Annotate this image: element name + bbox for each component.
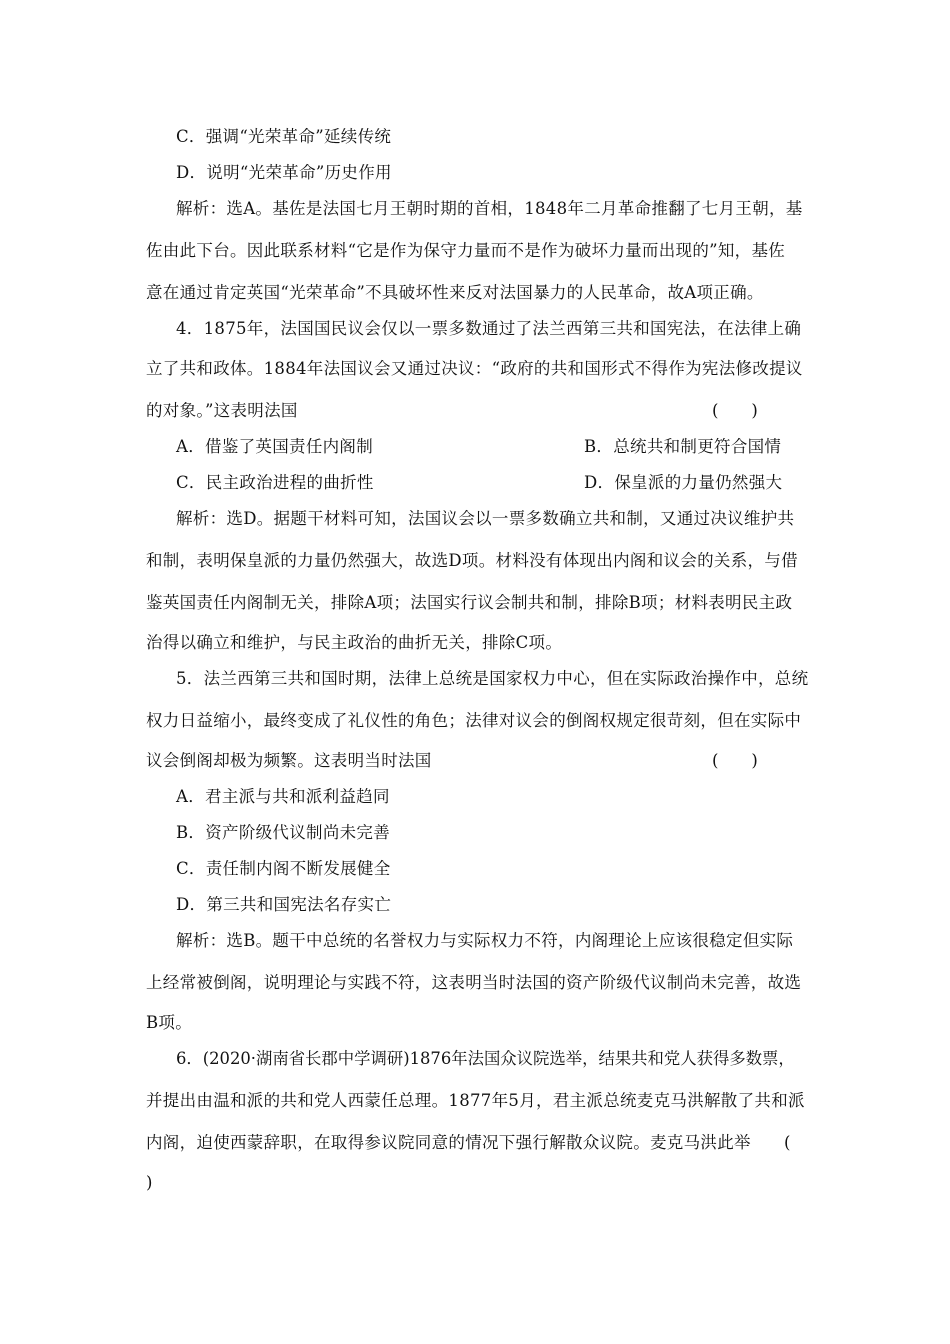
q3-analysis-line: 佐由此下台。因此联系材料“它是作为保守力量而不是作为破坏力量而出现的”知，基佐 [146,241,786,260]
q4-analysis-line: 治得以确立和维护，与民主政治的曲折无关，排除C项。 [146,633,563,652]
q4-option-b: B．总统共和制更符合国情 [584,437,782,456]
q3-analysis-line: 解析：选A。基佐是法国七月王朝时期的首相，1848年二月革命推翻了七月王朝，基 [176,199,803,218]
q4-stem-line: 立了共和政体。1884年法国议会又通过决议：“政府的共和国形式不得作为宪法修改提议 [146,359,803,378]
q6-answer-paren-close: ) [146,1173,153,1192]
q5-analysis-line: 解析：选B。题干中总统的名誉权力与实际权力不符，内阁理论上应该很稳定但实际 [176,931,794,950]
q4-stem-line: 的对象。”这表明法国 [146,401,298,420]
q4-option-d: D．保皇派的力量仍然强大 [584,473,783,492]
q5-option-b: B．资产阶级代议制尚未完善 [176,823,391,842]
q5-answer-paren: ( ) [712,751,758,770]
q3-option-c: C．强调“光荣革命”延续传统 [176,127,392,146]
q4-option-c: C．民主政治进程的曲折性 [176,473,374,492]
q5-stem-line: 议会倒阁却极为频繁。这表明当时法国 [146,751,432,770]
q6-stem-line: 6．(2020·湖南省长郡中学调研)1876年法国众议院选举，结果共和党人获得多数票， [176,1049,795,1068]
q4-analysis-line: 解析：选D。据题干材料可知，法国议会以一票多数确立共和制，又通过决议维护共 [176,509,795,528]
q6-answer-paren-open: ( [784,1133,791,1152]
q4-answer-paren: ( ) [712,401,758,420]
q5-analysis-line: 上经常被倒阁，说明理论与实践不符，这表明当时法国的资产阶级代议制尚未完善，故选 [146,973,802,992]
q5-option-a: A．君主派与共和派利益趋同 [176,787,390,806]
q6-stem-line: 内阁，迫使西蒙辞职，在取得参议院同意的情况下强行解散众议院。麦克马洪此举 [146,1133,751,1152]
q4-analysis-line: 和制，表明保皇派的力量仍然强大，故选D项。材料没有体现出内阁和议会的关系，与借 [146,551,798,570]
q5-option-d: D．第三共和国宪法名存实亡 [176,895,392,914]
q5-analysis-line: B项。 [146,1013,193,1032]
q5-option-c: C．责任制内阁不断发展健全 [176,859,391,878]
q4-option-a: A．借鉴了英国责任内阁制 [176,437,374,456]
q4-stem-line: 4．1875年，法国国民议会仅以一票多数通过了法兰西第三共和国宪法，在法律上确 [176,319,802,338]
q5-stem-line: 5．法兰西第三共和国时期，法律上总统是国家权力中心，但在实际政治操作中，总统 [176,669,809,688]
q3-option-d: D．说明“光荣革命”历史作用 [176,163,392,182]
q5-stem-line: 权力日益缩小，最终变成了礼仪性的角色；法律对议会的倒阁权规定很苛刻，但在实际中 [146,711,802,730]
q4-analysis-line: 鉴英国责任内阁制无关，排除A项；法国实行议会制共和制，排除B项；材料表明民主政 [146,593,793,612]
q6-stem-line: 并提出由温和派的共和党人西蒙任总理。1877年5月，君主派总统麦克马洪解散了共和派 [146,1091,805,1110]
q3-analysis-line: 意在通过肯定英国“光荣革命”不具破坏性来反对法国暴力的人民革命，故A项正确。 [146,283,764,302]
